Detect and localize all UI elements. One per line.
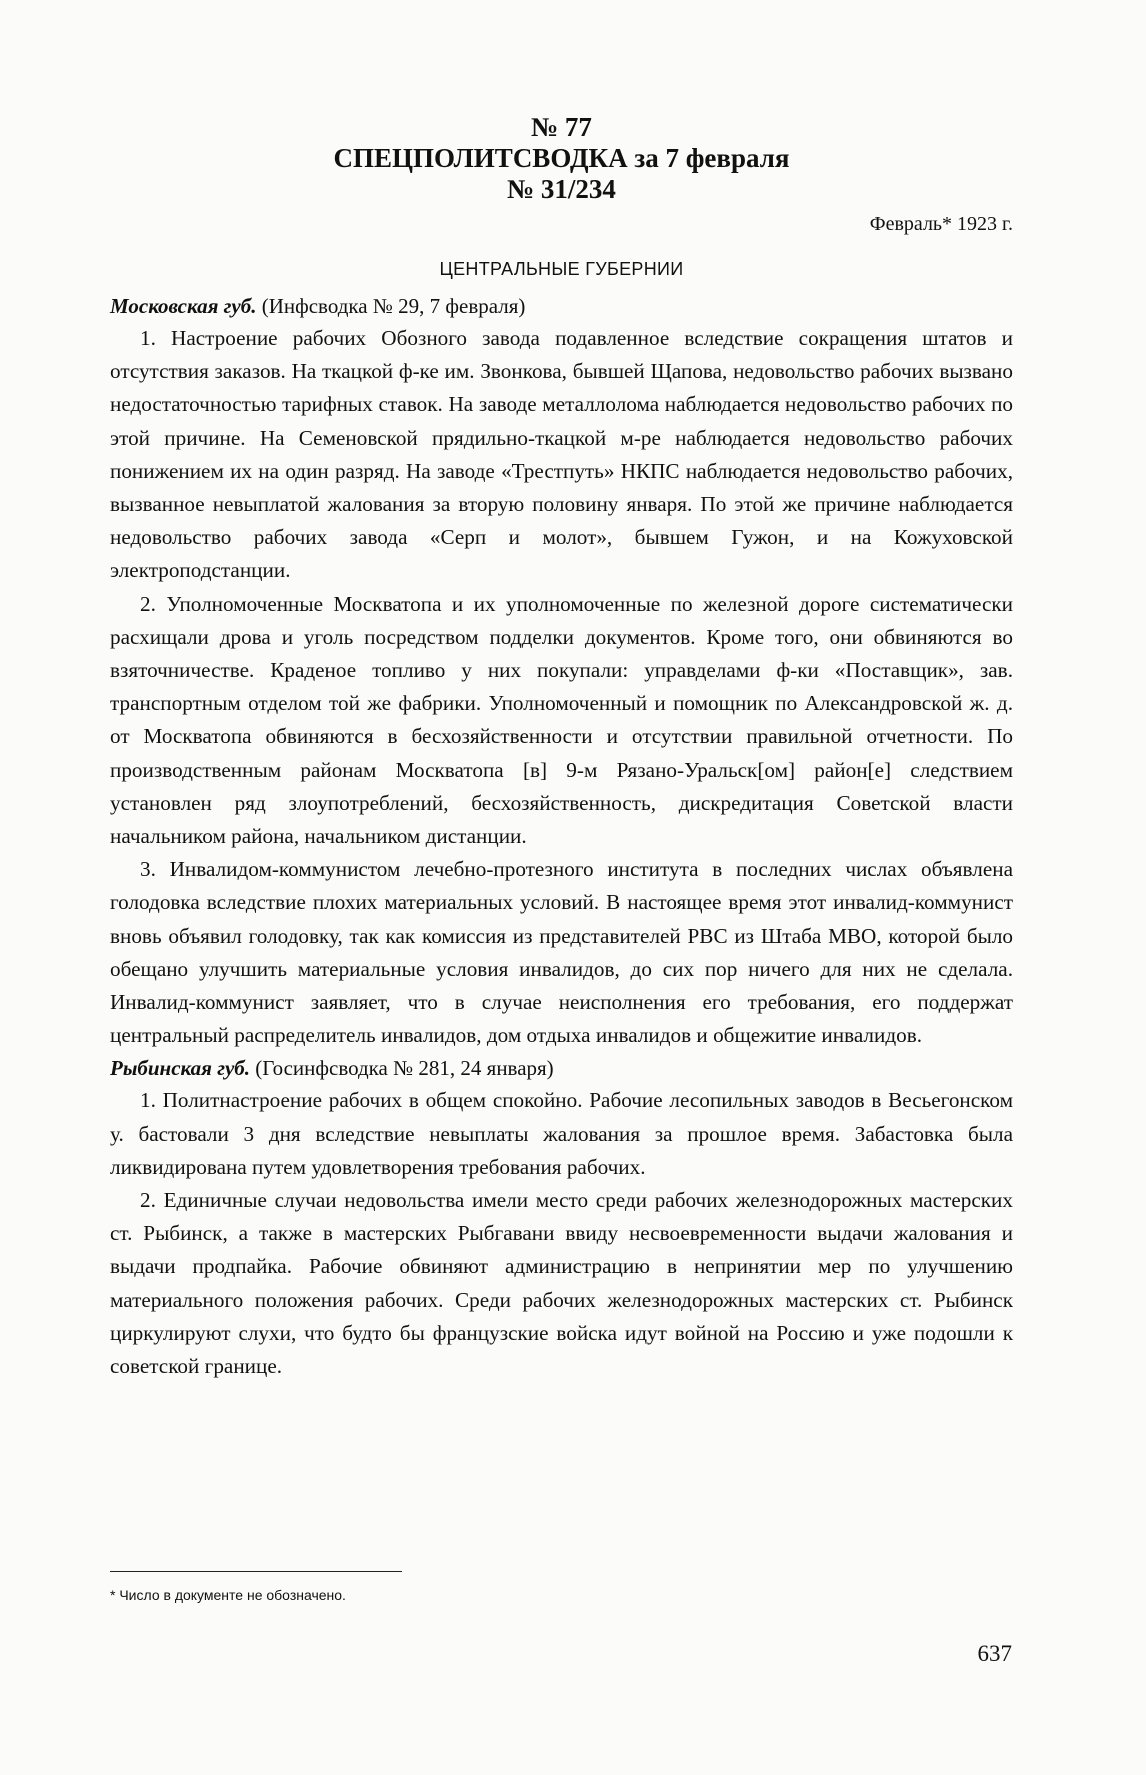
region-heading-rybinsk bbox=[110, 1052, 1013, 1084]
document-body bbox=[110, 112, 1013, 1383]
rybinsk-paragraph-1: 1. Политнастроение рабочих в общем спокойно. Рабочие лесопильных заводов в Весьегонском у. бастовали 3 дня вследствие невыплаты жалования за прошлое время. Забастовка была ликвидирована путем удовлетворения требования рабочих. bbox=[110, 1088, 1013, 1179]
region-name-rybinsk: Рыбинская губ. bbox=[110, 1056, 251, 1081]
moscow-paragraph-1: 1. Настроение рабочих Обозного завода подавленное вследствие сокращения штатов и отсутствия заказов. На ткацкой ф-ке им. Звонкова, бывшей Щапова, недовольство рабочих вызвано недостаточностью тарифных ставок. На заводе металлолома наблюдается недовольство рабочих по этой причине. На Семеновской прядильно-ткацкой м-ре наблюдается недовольство рабочих понижением их на один разряд. На заводе «Трестпуть» НКПС наблюдается недовольство рабочих, вызванное невыплатой жалования за вторую половину января. По этой же причине наблюдается недовольство рабочих завода «Серп и молот», бывшем Гужон, и на Кожуховской электроподстанции. bbox=[110, 326, 1013, 583]
document-number: № 77 bbox=[531, 112, 592, 142]
footnote-text: * Число в документе не обозначено. bbox=[110, 1587, 346, 1603]
rybinsk-paragraph-2: 2. Единичные случаи недовольства имели место среди рабочих железнодорожных мастерских ст. Рыбинск, а также в мастерских Рыбгавани ввиду несвоевременности выдачи жалования и выдачи продпайка. Рабочие обвиняют администрацию в непринятии мер по улучшению материального положения рабочих. Среди рабочих железнодорожных мастерских ст. Рыбинск циркулируют слухи, что будто бы французские войска идут войной на Россию и уже подошли к советской границе. bbox=[110, 1188, 1013, 1379]
region-name-moscow: Московская губ. bbox=[110, 294, 257, 318]
region-source-rybinsk: (Госинфсводка № 281, 24 января) bbox=[255, 1056, 554, 1081]
footnote-divider bbox=[110, 1571, 402, 1572]
section-heading: ЦЕНТРАЛЬНЫЕ ГУБЕРНИИ bbox=[439, 259, 684, 279]
document-date: Февраль* 1923 г. bbox=[869, 213, 1013, 235]
region-heading-moscow bbox=[110, 290, 1013, 322]
moscow-paragraph-3: 3. Инвалидом-коммунистом лечебно-протезного института в последних числах объявлена голодовка вследствие плохих материальных условий. В настоящее время этот инвалид-коммунист вновь объявил голодовку, так как комиссия из представителей РВС из Штаба МВО, которой было обещано улучшить материальные условия инвалидов, до сих пор ничего для них не сделала. Инвалид-коммунист заявляет, что в случае неисполнения его требования, его поддержат центральный распределитель инвалидов, дом отдыха инвалидов и общежитие инвалидов. bbox=[110, 857, 1013, 1048]
document-header bbox=[110, 112, 1013, 205]
document-code: № 31/234 bbox=[507, 174, 616, 204]
page-number: 637 bbox=[977, 1641, 1012, 1666]
region-source-moscow: (Инфсводка № 29, 7 февраля) bbox=[261, 294, 526, 318]
document-title: СПЕЦПОЛИТСВОДКА за 7 февраля bbox=[333, 143, 790, 173]
moscow-paragraph-2: 2. Уполномоченные Москватопа и их уполномоченные по железной дороге систематически расхищали дрова и уголь посредством подделки документов. Кроме того, они обвиняются во взяточничестве. Краденое топливо у них покупали: управделами ф-ки «Поставщик», зав. транспортным отделом той же фабрики. Уполномоченный и помощник по Александровской ж. д. от Москватопа обвиняются в бесхозяйственности и отсутствии правильной отчетности. По производственным районам Москватопа [в] 9-м Рязано-Уральск[ом] район[е] следствием установлен ряд злоупотреблений, бесхозяйственность, дискредитация Советской власти начальником района, начальником дистанции. bbox=[110, 591, 1013, 849]
